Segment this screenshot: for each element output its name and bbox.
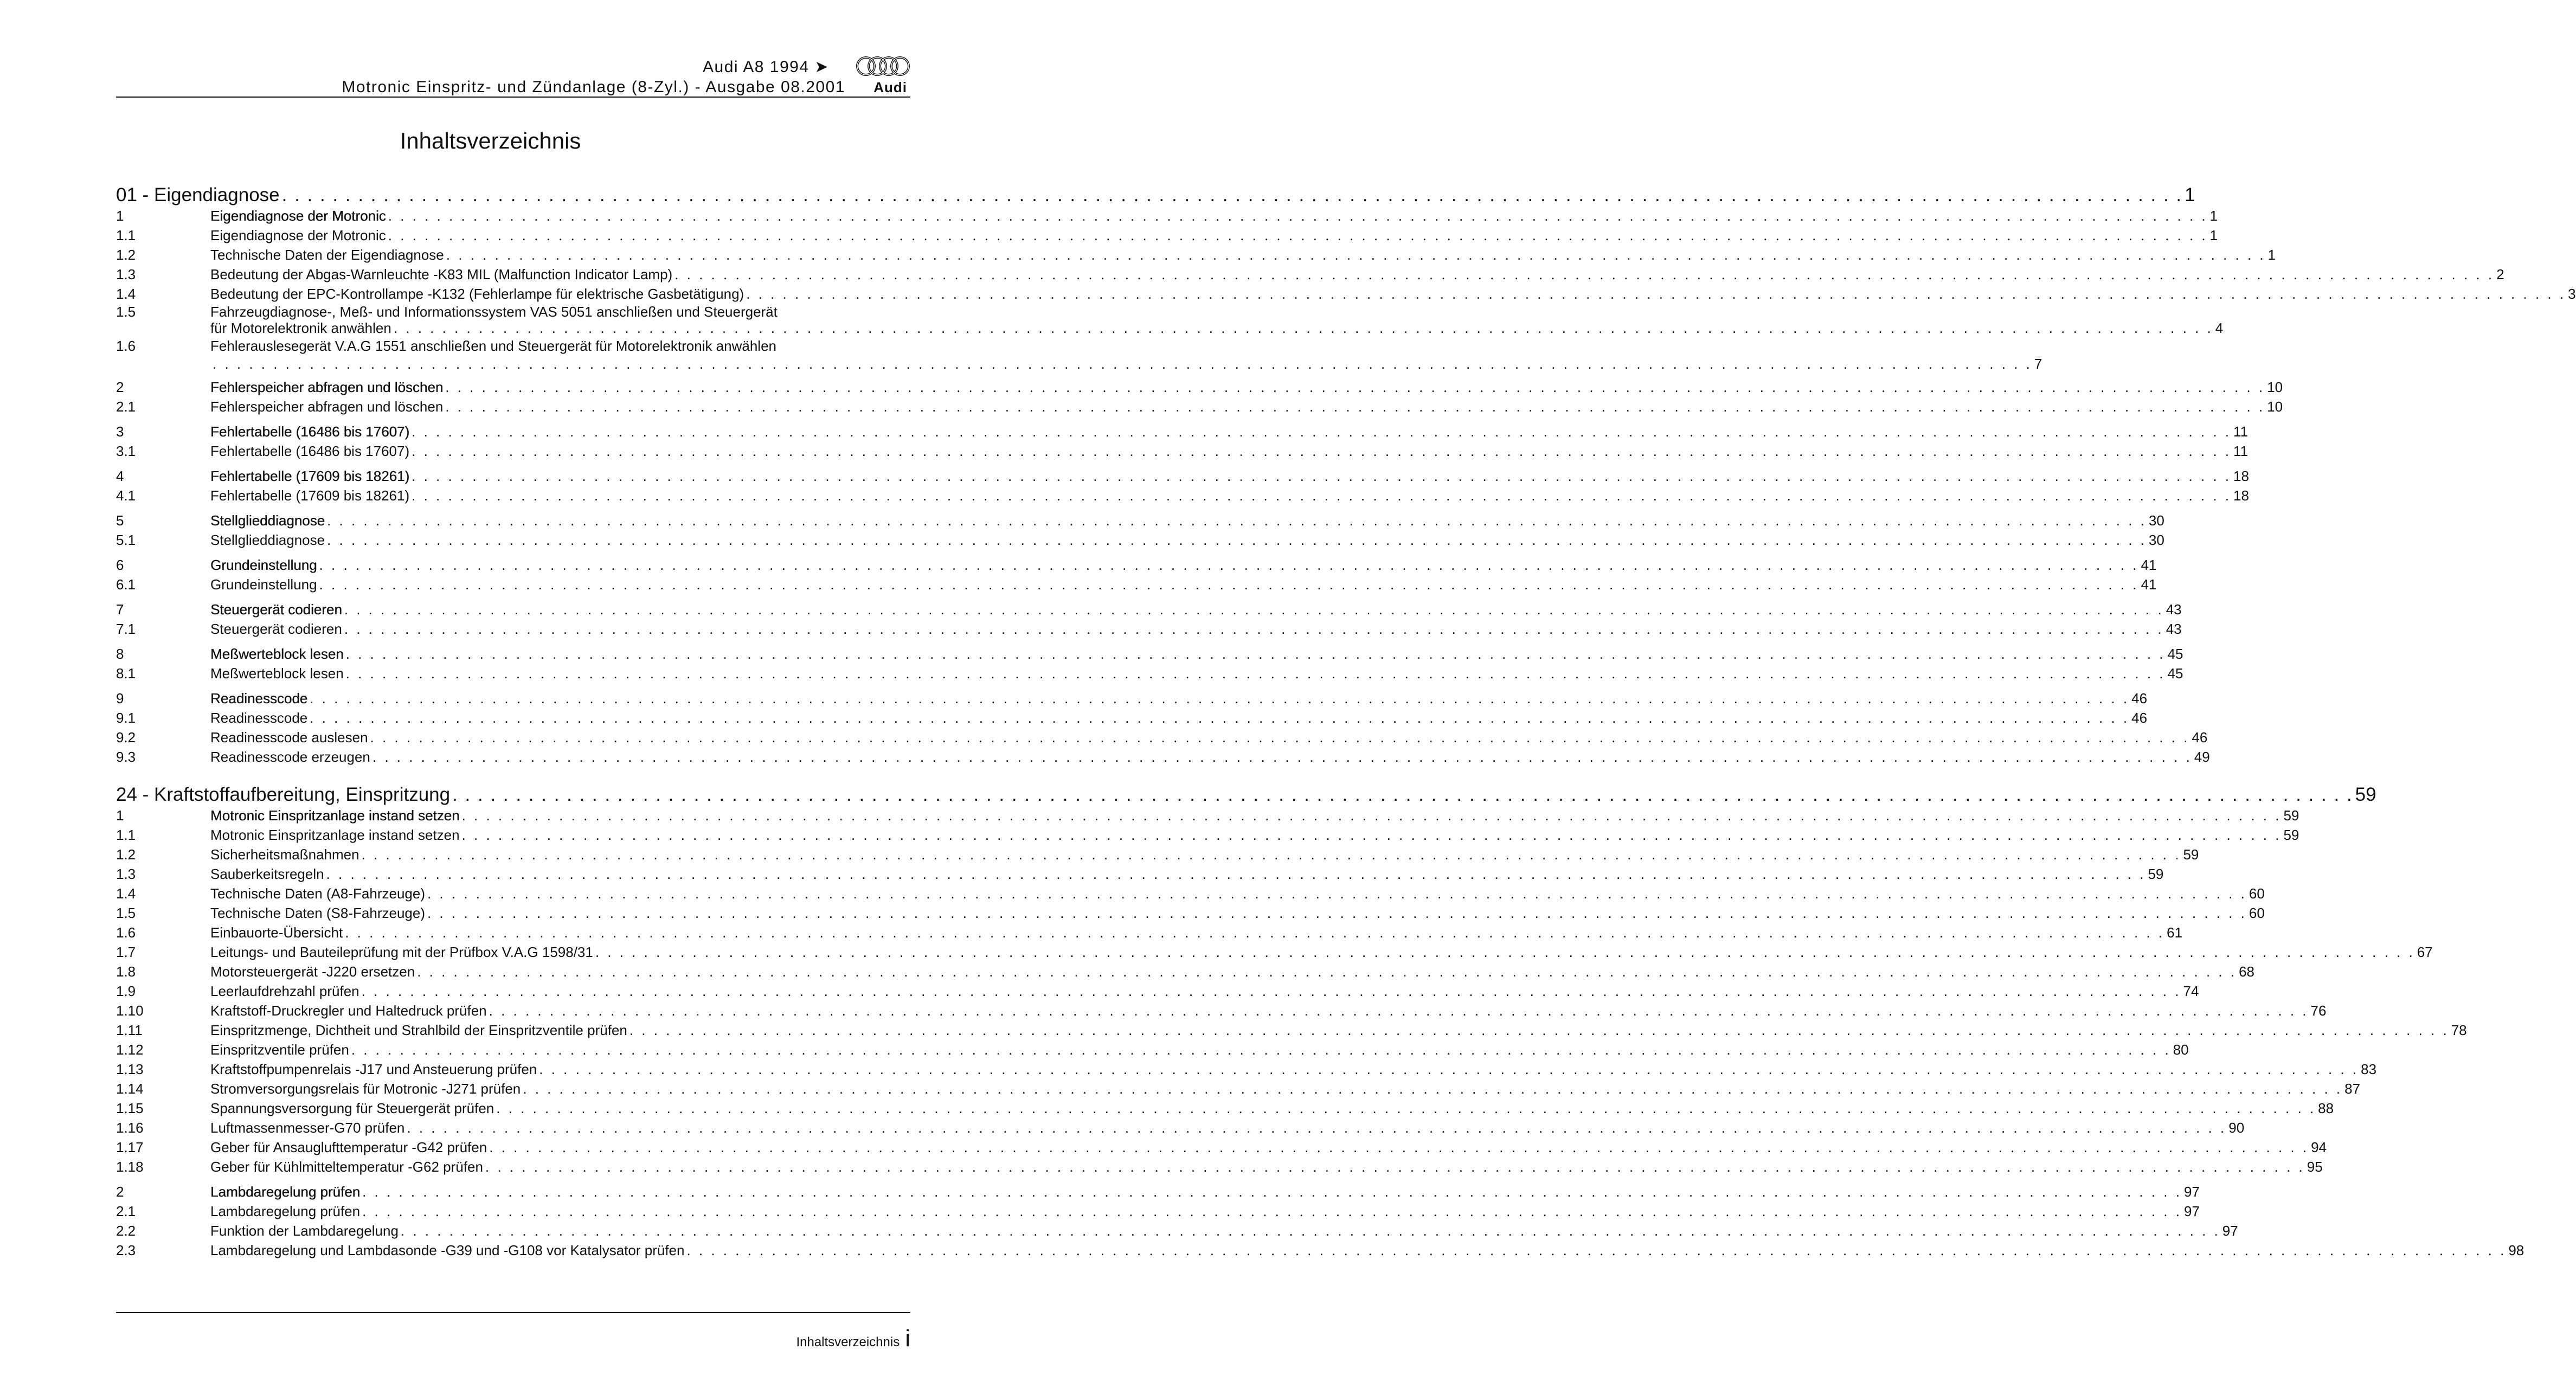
entry-title: Technische Daten (A8-Fahrzeuge) [210, 885, 425, 902]
leader-dots: . . . . . . . . . . . . . . . . . . . . . . . . . . . . . . . . . . . . . . . . . . . . . . . . . . . . . . . . . . . . . . . . . . . . . . . . . . . . . . . . . . . . . . . . . . . . . . . . . . . . . . . . . . . . . . . . . . . . . . . . . . . . . . . . . . . . . . . . . . . . . . . . . . . . . . [345, 924, 2165, 941]
entry-number: 1.8 [116, 963, 136, 980]
toc-entry[interactable] [116, 708, 2148, 728]
entry-number: 1.12 [116, 1042, 144, 1058]
entry-number: 4 [116, 468, 124, 484]
entry-number: 1.2 [116, 846, 136, 863]
entry-title: Luftmassenmesser-G70 prüfen [210, 1120, 405, 1136]
toc-entry-continuation [116, 320, 2224, 336]
table-of-contents [116, 179, 2576, 1260]
toc-entry[interactable] [116, 728, 2208, 747]
entry-title: Bedeutung der EPC-Kontrollampe -K132 (Fehlerlampe für elektrische Gasbetätigung) [210, 286, 744, 302]
entry-title: Readinesscode auslesen [210, 729, 368, 746]
entry-page: 76 [2310, 1003, 2327, 1019]
leader-dots: . . . . . . . . . . . . . . . . . . . . . . . . . . . . . . . . . . . . . . . . . . . . . . . . . . . . . . . . . . . . . . . . . . . . . . . . . . . . . . . . . . . . . . . . . . . . . . . . . . . . . . . . . . . . . . . . . . . . . . . . . . . . . . . . . . . . . . . . . . . . . . . . . . . . . . [344, 621, 2164, 637]
entry-page: 18 [2233, 487, 2249, 504]
entry-number: 2 [116, 1184, 124, 1200]
entry-number: 2.1 [116, 399, 136, 415]
entry-title: Leerlaufdrehzahl prüfen [210, 983, 359, 999]
leader-dots: . . . . . . . . . . . . . . . . . . . . . . . . . . . . . . . . . . . . . . . . . . . . . . . . . . . . . . . . . . . . . . . . . . . . . . . . . . . . . . . . . . . . . . . . . . . . . . . . . . . . . . . . . . . . . . . . . . . . . . . . . . . . . . . . . . . . . . . . . . . . . . . . . . . . . . [674, 266, 2495, 282]
entry-title: Kraftstoff-Druckregler und Haltedruck prüfen [210, 1003, 487, 1019]
entry-page: 10 [2267, 379, 2283, 395]
toc-section[interactable] [116, 806, 2299, 825]
entry-number: 2.1 [116, 1203, 136, 1219]
leader-dots: . . . . . . . . . . . . . . . . . . . . . . . . . . . . . . . . . . . . . . . . . . . . . . . . . . . . . . . . . . . . . . . . . . . . . . . . . . . . . . . . . . . . . . . . . . . . . . . . . . . . . . . . . . . . . . . . . . . . . . . . . . . . . . . . . . . . . . . . . . . . . . . . . . . . . . [746, 286, 2566, 302]
toc-entry[interactable] [116, 575, 2157, 594]
entry-page: 10 [2267, 399, 2283, 415]
entry-title: Grundeinstellung [210, 576, 317, 593]
entry-title: Readinesscode erzeugen [210, 749, 370, 765]
entry-page: 80 [2173, 1042, 2189, 1058]
leader-dots: . . . . . . . . . . . . . . . . . . . . . . . . . . . . . . . . . . . . . . . . . . . . . . . . . . . . . . . . . . . . . . . . . . . . . . . . . . . . . . . . . . . . . . . . . . . . . . . . . . . . . . . . . . . . . . . . . . . . . . . . . . . . . . . . . . . . . . . . . . . . . . . . . . . . . . [496, 1100, 2316, 1116]
toc-entry[interactable] [116, 1059, 2377, 1079]
entry-number: 6 [116, 557, 124, 573]
leader-dots: . . . . . . . . . . . . . . . . . . . . . . . . . . . . . . . . . . . . . . . . . . . . . . . . . . . . . . . . . . . . . . . . . . . . . . . . . . . . . . . . . . . . . . . . . . . . . . . . . . . . . . . . . . . . . . . . . . . . . . . . . . . . . . . . . . . . . . . . . . . . . . . . . . . . . . [485, 1159, 2305, 1175]
entry-page: 30 [2148, 512, 2164, 529]
leader-dots: . . . . . . . . . . . . . . . . . . . . . . . . . . . . . . . . . . . . . . . . . . . . . . . . . . . . . . . . . . . . . . . . . . . . . . . . . . . . . . . . . . . . . . . . . . . . . . . . . . . . . . . . . . . . . . . . . . . . . . . . . . . . . . . . . . . . . . . . . . . . . . . . . . . . . . [372, 749, 2192, 765]
entry-title: Steuergerät codieren [210, 621, 342, 637]
toc-entry[interactable] [116, 1241, 2524, 1260]
entry-title: Sicherheitsmaßnahmen [210, 846, 359, 863]
spacer [116, 639, 905, 644]
toc-entry[interactable] [116, 304, 905, 320]
entry-number: 8 [116, 646, 124, 662]
entry-page: 1 [2209, 208, 2218, 224]
logo-text: Audi [873, 79, 907, 95]
entry-page: 68 [2239, 963, 2254, 980]
entry-title: Grundeinstellung [210, 557, 317, 573]
toc-entry[interactable] [116, 1079, 2361, 1098]
toc-entry[interactable] [116, 226, 2218, 245]
toc-entry[interactable] [116, 619, 2182, 639]
toc-entry[interactable] [116, 884, 2265, 903]
entry-page: 45 [2167, 646, 2183, 662]
page-header [116, 54, 910, 98]
entry-page: 83 [2361, 1061, 2377, 1077]
entry-title: Leitungs- und Bauteileprüfung mit der Prüfbox V.A.G 1598/31 [210, 944, 593, 960]
entry-title: Lambdaregelung prüfen [210, 1184, 361, 1200]
entry-page: 1 [2209, 227, 2218, 243]
entry-title: Readinesscode [210, 710, 308, 726]
footer-page-number: i [905, 1325, 910, 1352]
entry-page: 74 [2183, 983, 2199, 999]
entry-page: 95 [2307, 1159, 2323, 1175]
entry-title: Sauberkeitsregeln [210, 866, 324, 882]
toc-section[interactable] [116, 206, 2218, 226]
entry-title: Stellglieddiagnose [210, 532, 325, 548]
footer-rule [116, 1312, 910, 1313]
entry-page: 90 [2228, 1120, 2245, 1136]
entry-page: 2 [2496, 266, 2504, 282]
entry-number: 1.18 [116, 1159, 144, 1175]
toc-entry[interactable] [116, 245, 2276, 265]
spacer [116, 372, 905, 377]
leader-dots: . . . . . . . . . . . . . . . . . . . . . . . . . . . . . . . . . . . . . . . . . . . . . . . . . . . . . . . . . . . . . . . . . . . . . . . . . . . . . . . . . . . . . . . . . . . . . . . . . . . . . . . . . . . . . . . . . . . . . . . . . . . . . . . . . . . . . . . . . . . . . . . . . . . . . . [213, 356, 2032, 372]
entry-number: 3.1 [116, 443, 136, 459]
spacer [116, 683, 905, 689]
spacer [116, 505, 905, 511]
audi-logo-icon [855, 54, 910, 98]
entry-number: 2 [116, 379, 124, 395]
leader-dots: . . . . . . . . . . . . . . . . . . . . . . . . . . . . . . . . . . . . . . . . . . . . . . . . . . . . . . . . . . . . . . . . . . . . . . . . . . . . . . . . . . . . . . . . . . . . . . . . . . . . . . . . . . . . . . . . . . . . . . . . . . . . . . . . . . . . . . . . . . . . . . . . . . . . . . [412, 443, 2232, 459]
leader-dots: . . . . . . . . . . . . . . . . . . . . . . . . . . . . . . . . . . . . . . . . . . . . . . . . . . . . . . . . . . . . . . . . . . . . . . . . . . . . . . . . . . . . . . . . . . . . . . . . . . . . . . . . . . . . . . . . . . . . . . . . . . . . . . . . . . . . . . . . . . . . . . . . . . . . . . [412, 468, 2232, 484]
entry-number: 5 [116, 512, 124, 529]
entry-title: Fehlerauslesegerät V.A.G 1551 anschließen und Steuergerät für Motorelektronik anwählen [210, 338, 776, 354]
entry-number: 7 [116, 601, 124, 618]
entry-number: 1.16 [116, 1120, 144, 1136]
entry-number: 1.10 [116, 1003, 144, 1019]
toc-section[interactable] [116, 511, 2164, 530]
entry-title: Einspritzmenge, Dichtheit und Strahlbild der Einspritzventile prüfen [210, 1022, 627, 1038]
toc-entry[interactable] [116, 942, 2433, 962]
entry-title: Spannungsversorgung für Steuergerät prüfen [210, 1100, 494, 1116]
entry-number: 1.17 [116, 1139, 144, 1155]
entry-title: Steuergerät codieren [210, 601, 342, 618]
toc-entry[interactable] [116, 747, 2210, 767]
leader-dots: . . . . . . . . . . . . . . . . . . . . . . . . . . . . . . . . . . . . . . . . . . . . . . . . . . . . . . . . . . . . . . . . . . . . . . . . . . . . . . . . . . . . . . . . . . . . . . . . . . . . . . . . . . . . . . . . . . . . . . . . . . . . . . . . . . . . . . . . . . . . . . . . . . . . . . [452, 784, 2353, 805]
entry-number: 1.4 [116, 286, 136, 302]
entry-number: 2.3 [116, 1242, 136, 1258]
entry-page: 46 [2192, 729, 2208, 746]
leader-dots: . . . . . . . . . . . . . . . . . . . . . . . . . . . . . . . . . . . . . . . . . . . . . . . . . . . . . . . . . . . . . . . . . . . . . . . . . . . . . . . . . . . . . . . . . . . . . . . . . . . . . . . . . . . . . . . . . . . . . . . . . . . . . . . . . . . . . . . . . . . . . . . . . . . . . . [361, 846, 2181, 863]
spacer [116, 767, 905, 779]
entry-page: 4 [2215, 320, 2224, 336]
entry-page: 78 [2451, 1022, 2467, 1038]
header-model: Audi A8 1994 ➤ [703, 58, 829, 76]
entry-title: Eigendiagnose der Motronic [210, 227, 386, 243]
toc-section[interactable] [116, 422, 2249, 441]
entry-page: 41 [2141, 557, 2157, 573]
entry-title-continued: für Motorelektronik anwählen [210, 320, 391, 336]
toc-entry-continuation [116, 356, 2042, 372]
toc-section[interactable] [116, 466, 2249, 486]
entry-number: 1.15 [116, 1100, 144, 1116]
toc-chapter[interactable] [116, 179, 2195, 206]
page-title: Inhaltsverzeichnis [400, 128, 581, 153]
entry-title: Geber für Kühlmitteltemperatur -G62 prüfen [210, 1159, 483, 1175]
leader-dots: . . . . . . . . . . . . . . . . . . . . . . . . . . . . . . . . . . . . . . . . . . . . . . . . . . . . . . . . . . . . . . . . . . . . . . . . . . . . . . . . . . . . . . . . . . . . . . . . . . . . . . . . . . . . . . . . . . . . . . . . . . . . . . . . . . . . . . . . . . . . . . . . . . . . . . [327, 532, 2147, 548]
entry-number: 1.6 [116, 924, 136, 941]
entry-page: 98 [2508, 1242, 2524, 1258]
entry-page: 3 [2568, 286, 2576, 302]
entry-number: 8.1 [116, 665, 136, 682]
entry-page: 43 [2166, 621, 2182, 637]
toc-entry[interactable] [116, 284, 2576, 304]
entry-title: Meßwerteblock lesen [210, 646, 344, 662]
leader-dots: . . . . . . . . . . . . . . . . . . . . . . . . . . . . . . . . . . . . . . . . . . . . . . . . . . . . . . . . . . . . . . . . . . . . . . . . . . . . . . . . . . . . . . . . . . . . . . . . . . . . . . . . . . . . . . . . . . . . . . . . . . . . . . . . . . . . . . . . . . . . . . . . . . . . . . [412, 487, 2232, 504]
entry-title: Fehlerspeicher abfragen und löschen [210, 399, 444, 415]
leader-dots: . . . . . . . . . . . . . . . . . . . . . . . . . . . . . . . . . . . . . . . . . . . . . . . . . . . . . . . . . . . . . . . . . . . . . . . . . . . . . . . . . . . . . . . . . . . . . . . . . . . . . . . . . . . . . . . . . . . . . . . . . . . . . . . . . . . . . . . . . . . . . . . . . . . . . . [370, 729, 2190, 746]
entry-number: 1.11 [116, 1022, 143, 1038]
leader-dots: . . . . . . . . . . . . . . . . . . . . . . . . . . . . . . . . . . . . . . . . . . . . . . . . . . . . . . . . . . . . . . . . . . . . . . . . . . . . . . . . . . . . . . . . . . . . . . . . . . . . . . . . . . . . . . . . . . . . . . . . . . . . . . . . . . . . . . . . . . . . . . . . . . . . . . [686, 1242, 2507, 1258]
leader-dots: . . . . . . . . . . . . . . . . . . . . . . . . . . . . . . . . . . . . . . . . . . . . . . . . . . . . . . . . . . . . . . . . . . . . . . . . . . . . . . . . . . . . . . . . . . . . . . . . . . . . . . . . . . . . . . . . . . . . . . . . . . . . . . . . . . . . . . . . . . . . . . . . . . . . . . [351, 1042, 2171, 1058]
chapter-title: 24 - Kraftstoffaufbereitung, Einspritzung [116, 784, 451, 805]
entry-number: 1.4 [116, 885, 136, 902]
entry-page: 59 [2283, 807, 2299, 824]
leader-dots: . . . . . . . . . . . . . . . . . . . . . . . . . . . . . . . . . . . . . . . . . . . . . . . . . . . . . . . . . . . . . . . . . . . . . . . . . . . . . . . . . . . . . . . . . . . . . . . . . . . . . . . . . . . . . . . . . . . . . . . . . . . . . . . . . . . . . . . . . . . . . . . . . . . . . . [327, 512, 2147, 529]
entry-page: 41 [2141, 576, 2157, 593]
leader-dots: . . . . . . . . . . . . . . . . . . . . . . . . . . . . . . . . . . . . . . . . . . . . . . . . . . . . . . . . . . . . . . . . . . . . . . . . . . . . . . . . . . . . . . . . . . . . . . . . . . . . . . . . . . . . . . . . . . . . . . . . . . . . . . . . . . . . . . . . . . . . . . . . . . . . . . [388, 227, 2208, 243]
entry-number: 1.2 [116, 247, 136, 263]
entry-number: 3 [116, 423, 124, 440]
entry-title: Stromversorgungsrelais für Motronic -J271 prüfen [210, 1081, 521, 1097]
toc-section[interactable] [116, 377, 2283, 397]
entry-page: 11 [2233, 443, 2249, 459]
toc-entry[interactable] [116, 864, 2164, 884]
toc-entry[interactable] [116, 1020, 2467, 1040]
entry-title: Einbauorte-Übersicht [210, 924, 343, 941]
entry-number: 1.3 [116, 866, 136, 882]
leader-dots: . . . . . . . . . . . . . . . . . . . . . . . . . . . . . . . . . . . . . . . . . . . . . . . . . . . . . . . . . . . . . . . . . . . . . . . . . . . . . . . . . . . . . . . . . . . . . . . . . . . . . . . . . . . . . . . . . . . . . . . . . . . . . . . . . . . . . . . . . . . . . . . . . . . . . . [629, 1022, 2449, 1038]
toc-chapter[interactable] [116, 779, 2376, 806]
toc-section[interactable] [116, 555, 2157, 575]
entry-number: 9.1 [116, 710, 136, 726]
toc-section[interactable] [116, 689, 2148, 708]
entry-page: 45 [2167, 665, 2183, 682]
entry-title: Lambdaregelung und Lambdasonde -G39 und -G108 vor Katalysator prüfen [210, 1242, 685, 1258]
leader-dots: . . . . . . . . . . . . . . . . . . . . . . . . . . . . . . . . . . . . . . . . . . . . . . . . . . . . . . . . . . . . . . . . . . . . . . . . . . . . . . . . . . . . . . . . . . . . . . . . . . . . . . . . . . . . . . . . . . . . . . . . . . . . . . . . . . . . . . . . . . . . . . . . . . . . . . [523, 1081, 2343, 1097]
toc-entry[interactable] [116, 530, 2164, 550]
leader-dots: . . . . . . . . . . . . . . . . . . . . . . . . . . . . . . . . . . . . . . . . . . . . . . . . . . . . . . . . . . . . . . . . . . . . . . . . . . . . . . . . . . . . . . . . . . . . . . . . . . . . . . . . . . . . . . . . . . . . . . . . . . . . . . . . . . . . . . . . . . . . . . . . . . . . . . [427, 885, 2247, 902]
spacer [116, 1177, 905, 1182]
leader-dots: . . . . . . . . . . . . . . . . . . . . . . . . . . . . . . . . . . . . . . . . . . . . . . . . . . . . . . . . . . . . . . . . . . . . . . . . . . . . . . . . . . . . . . . . . . . . . . . . . . . . . . . . . . . . . . . . . . . . . . . . . . . . . . . . . . . . . . . . . . . . . . . . . . . . . . [427, 905, 2247, 921]
leader-dots: . . . . . . . . . . . . . . . . . . . . . . . . . . . . . . . . . . . . . . . . . . . . . . . . . . . . . . . . . . . . . . . . . . . . . . . . . . . . . . . . . . . . . . . . . . . . . . . . . . . . . . . . . . . . . . . . . . . . . . . . . . . . . . . . . . . . . . . . . . . . . . . . . . . . . . [362, 1203, 2182, 1219]
entry-page: 46 [2131, 710, 2148, 726]
entry-page: 94 [2311, 1139, 2327, 1155]
leader-dots: . . . . . . . . . . . . . . . . . . . . . . . . . . . . . . . . . . . . . . . . . . . . . . . . . . . . . . . . . . . . . . . . . . . . . . . . . . . . . . . . . . . . . . . . . . . . . . . . . . . . . . . . . . . . . . . . . . . . . . . . . . . . . . . . . . . . . . . . . . . . . . . . . . . . . . [393, 320, 2213, 336]
toc-entry[interactable] [116, 1138, 2327, 1157]
entry-title: Motorsteuergerät -J220 ersetzen [210, 963, 415, 980]
entry-page: 67 [2417, 944, 2433, 960]
entry-title: Fehlertabelle (16486 bis 17607) [210, 423, 410, 440]
toc-section[interactable] [116, 600, 2182, 619]
entry-page: 1 [2267, 247, 2276, 263]
entry-title: Technische Daten (S8-Fahrzeuge) [210, 905, 425, 921]
leader-dots: . . . . . . . . . . . . . . . . . . . . . . . . . . . . . . . . . . . . . . . . . . . . . . . . . . . . . . . . . . . . . . . . . . . . . . . . . . . . . . . . . . . . . . . . . . . . . . . . . . . . . . . . . . . . . . . . . . . . . . . . . . . . . . . . . . . . . . . . . . . . . . . . . . . . . . [445, 399, 2265, 415]
toc-entry[interactable] [116, 1118, 2245, 1138]
toc-entry[interactable] [116, 486, 2249, 505]
header-rule [116, 97, 910, 98]
entry-title: Geber für Ansauglufttemperatur -G42 prüfen [210, 1139, 487, 1155]
entry-title: Fahrzeugdiagnose-, Meß- und Informationssystem VAS 5051 anschließen und Steuergerät [210, 304, 778, 320]
toc-entry[interactable] [116, 903, 2265, 923]
entry-title: Bedeutung der Abgas-Warnleuchte -K83 MIL (Malfunction Indicator Lamp) [210, 266, 673, 282]
toc-entry[interactable] [116, 1001, 2327, 1020]
toc-entry[interactable] [116, 265, 2504, 284]
leader-dots: . . . . . . . . . . . . . . . . . . . . . . . . . . . . . . . . . . . . . . . . . . . . . . . . . . . . . . . . . . . . . . . . . . . . . . . . . . . . . . . . . . . . . . . . . . . . . . . . . . . . . . . . . . . . . . . . . . . . . . . . . . . . . . . . . . . . . . . . . . . . . . . . . . . . . . [388, 208, 2208, 224]
entry-title: Fehlertabelle (17609 bis 18261) [210, 468, 410, 484]
entry-page: 59 [2183, 846, 2199, 863]
toc-entry[interactable] [116, 664, 2183, 683]
leader-dots: . . . . . . . . . . . . . . . . . . . . . . . . . . . . . . . . . . . . . . . . . . . . . . . . . . . . . . . . . . . . . . . . . . . . . . . . . . . . . . . . . . . . . . . . . . . . . . . . . . . . . . . . . . . . . . . . . . . . . . . . . . . . . . . . . . . . . . . . . . . . . . . . . . . . . . [319, 557, 2139, 573]
leader-dots: . . . . . . . . . . . . . . . . . . . . . . . . . . . . . . . . . . . . . . . . . . . . . . . . . . . . . . . . . . . . . . . . . . . . . . . . . . . . . . . . . . . . . . . . . . . . . . . . . . . . . . . . . . . . . . . . . . . . . . . . . . . . . . . . . . . . . . . . . . . . . . . . . . . . . . [400, 1223, 2220, 1239]
entry-number: 1.3 [116, 266, 136, 282]
entry-number: 9.2 [116, 729, 136, 746]
entry-number: 9 [116, 690, 124, 706]
chapter-title: 01 - Eigendiagnose [116, 184, 280, 205]
entry-number: 1.1 [116, 227, 136, 243]
entry-number: 1 [116, 807, 124, 824]
entry-number: 4.1 [116, 487, 136, 504]
leader-dots: . . . . . . . . . . . . . . . . . . . . . . . . . . . . . . . . . . . . . . . . . . . . . . . . . . . . . . . . . . . . . . . . . . . . . . . . . . . . . . . . . . . . . . . . . . . . . . . . . . . . . . . . . . . . . . . . . . . . . . . . . . . . . . . . . . . . . . . . . . . . . . . . . . . . . . [407, 1120, 2227, 1136]
chapter-page: 59 [2355, 784, 2376, 805]
leader-dots: . . . . . . . . . . . . . . . . . . . . . . . . . . . . . . . . . . . . . . . . . . . . . . . . . . . . . . . . . . . . . . . . . . . . . . . . . . . . . . . . . . . . . . . . . . . . . . . . . . . . . . . . . . . . . . . . . . . . . . . . . . . . . . . . . . . . . . . . . . . . . . . . . . . . . . [489, 1139, 2309, 1155]
leader-dots: . . . . . . . . . . . . . . . . . . . . . . . . . . . . . . . . . . . . . . . . . . . . . . . . . . . . . . . . . . . . . . . . . . . . . . . . . . . . . . . . . . . . . . . . . . . . . . . . . . . . . . . . . . . . . . . . . . . . . . . . . . . . . . . . . . . . . . . . . . . . . . . . . . . . . . [345, 665, 2166, 682]
page-footer [796, 1325, 910, 1352]
entry-number: 5.1 [116, 532, 136, 548]
leader-dots: . . . . . . . . . . . . . . . . . . . . . . . . . . . . . . . . . . . . . . . . . . . . . . . . . . . . . . . . . . . . . . . . . . . . . . . . . . . . . . . . . . . . . . . . . . . . . . . . . . . . . . . . . . . . . . . . . . . . . . . . . . . . . . . . . . . . . . . . . . . . . . . . . . . . . . [417, 963, 2237, 980]
toc-entry[interactable] [116, 825, 2299, 845]
footer-label: Inhaltsverzeichnis [796, 1335, 900, 1350]
entry-title: Eigendiagnose der Motronic [210, 208, 386, 224]
entry-page: 59 [2148, 866, 2164, 882]
entry-title: Fehlerspeicher abfragen und löschen [210, 379, 444, 395]
entry-page: 18 [2233, 468, 2249, 484]
toc-section[interactable] [116, 1182, 2200, 1201]
entry-title: Technische Daten der Eigendiagnose [210, 247, 444, 263]
toc-section[interactable] [116, 644, 2183, 664]
toc-entry[interactable] [116, 962, 2254, 981]
entry-page: 60 [2249, 885, 2265, 902]
entry-page: 49 [2194, 749, 2210, 765]
entry-number: 1.7 [116, 944, 136, 960]
entry-page: 61 [2167, 924, 2183, 941]
entry-page: 87 [2344, 1081, 2361, 1097]
leader-dots: . . . . . . . . . . . . . . . . . . . . . . . . . . . . . . . . . . . . . . . . . . . . . . . . . . . . . . . . . . . . . . . . . . . . . . . . . . . . . . . . . . . . . . . . . . . . . . . . . . . . . . . . . . . . . . . . . . . . . . . . . . . . . . . . . . . . . . . . . . . . . . . . . . . . . . [595, 944, 2415, 960]
toc-entry[interactable] [116, 923, 2183, 942]
entry-number: 6.1 [116, 576, 136, 593]
entry-page: 59 [2283, 827, 2299, 843]
entry-title: Fehlertabelle (16486 bis 17607) [210, 443, 410, 459]
toc-entry[interactable] [116, 397, 2283, 416]
entry-number: 7.1 [116, 621, 136, 637]
entry-title: Einspritzventile prüfen [210, 1042, 349, 1058]
entry-title: Fehlertabelle (17609 bis 18261) [210, 487, 410, 504]
leader-dots: . . . . . . . . . . . . . . . . . . . . . . . . . . . . . . . . . . . . . . . . . . . . . . . . . . . . . . . . . . . . . . . . . . . . . . . . . . . . . . . . . . . . . . . . . . . . . . . . . . . . . . . . . . . . . . . . . . . . . . . . . . . . . . . . . . . . . . . . . . . . . . . . . . . . . . [461, 827, 2282, 843]
spacer [116, 594, 905, 600]
spacer [116, 461, 905, 466]
entry-page: 30 [2148, 532, 2164, 548]
entry-page: 97 [2183, 1184, 2200, 1200]
toc-entry[interactable] [116, 1221, 2238, 1241]
toc-entry[interactable] [116, 1201, 2200, 1221]
toc-entry[interactable] [116, 441, 2249, 461]
entry-number: 1 [116, 208, 124, 224]
leader-dots: . . . . . . . . . . . . . . . . . . . . . . . . . . . . . . . . . . . . . . . . . . . . . . . . . . . . . . . . . . . . . . . . . . . . . . . . . . . . . . . . . . . . . . . . . . . . . . . . . . . . . . . . . . . . . . . . . . . . . . . . . . . . . . . . . . . . . . . . . . . . . . . . . . . . . . [310, 710, 2130, 726]
entry-page: 46 [2131, 690, 2148, 706]
leader-dots: . . . . . . . . . . . . . . . . . . . . . . . . . . . . . . . . . . . . . . . . . . . . . . . . . . . . . . . . . . . . . . . . . . . . . . . . . . . . . . . . . . . . . . . . . . . . . . . . . . . . . . . . . . . . . . . . . . . . . . . . . . . . . . . . . . . . . . . . . . . . . . . . . . . . . . [412, 423, 2232, 440]
entry-number: 1.13 [116, 1061, 144, 1077]
entry-number: 2.2 [116, 1223, 136, 1239]
entry-title: Motronic Einspritzanlage instand setzen [210, 807, 460, 824]
toc-entry[interactable] [116, 981, 2199, 1001]
entry-title: Kraftstoffpumpenrelais -J17 und Ansteuerung prüfen [210, 1061, 537, 1077]
leader-dots: . . . . . . . . . . . . . . . . . . . . . . . . . . . . . . . . . . . . . . . . . . . . . . . . . . . . . . . . . . . . . . . . . . . . . . . . . . . . . . . . . . . . . . . . . . . . . . . . . . . . . . . . . . . . . . . . . . . . . . . . . . . . . . . . . . . . . . . . . . . . . . . . . . . . . . [319, 576, 2139, 593]
entry-page: 7 [2034, 356, 2042, 372]
toc-entry[interactable] [116, 336, 905, 356]
entry-page: 43 [2166, 601, 2182, 618]
entry-page: 11 [2233, 423, 2249, 440]
leader-dots: . . . . . . . . . . . . . . . . . . . . . . . . . . . . . . . . . . . . . . . . . . . . . . . . . . . . . . . . . . . . . . . . . . . . . . . . . . . . . . . . . . . . . . . . . . . . . . . . . . . . . . . . . . . . . . . . . . . . . . . . . . . . . . . . . . . . . . . . . . . . . . . . . . . . . . [539, 1061, 2359, 1077]
entry-page: 97 [2183, 1203, 2200, 1219]
leader-dots: . . . . . . . . . . . . . . . . . . . . . . . . . . . . . . . . . . . . . . . . . . . . . . . . . . . . . . . . . . . . . . . . . . . . . . . . . . . . . . . . . . . . . . . . . . . . . . . . . . . . . . . . . . . . . . . . . . . . . . . . . . . . . . . . . . . . . . . . . . . . . . . . . . . . . . [445, 379, 2265, 395]
leader-dots: . . . . . . . . . . . . . . . . . . . . . . . . . . . . . . . . . . . . . . . . . . . . . . . . . . . . . . . . . . . . . . . . . . . . . . . . . . . . . . . . . . . . . . . . . . . . . . . . . . . . . . . . . . . . . . . . . . . . . . . . . . . . . . . . . . . . . . . . . . . . . . . . . . . . . . [446, 247, 2266, 263]
entry-number: 1.9 [116, 983, 136, 999]
toc-entry[interactable] [116, 1098, 2334, 1118]
header-subtitle: Motronic Einspritz- und Zündanlage (8-Zyl.) - Ausgabe 08.2001 [342, 78, 845, 96]
leader-dots: . . . . . . . . . . . . . . . . . . . . . . . . . . . . . . . . . . . . . . . . . . . . . . . . . . . . . . . . . . . . . . . . . . . . . . . . . . . . . . . . . . . . . . . . . . . . . . . . . . . . . . . . . . . . . . . . . . . . . . . . . . . . . . . . . . . . . . . . . . . . . . . . . . . . . . [361, 983, 2181, 999]
toc-entry[interactable] [116, 1157, 2323, 1177]
leader-dots: . . . . . . . . . . . . . . . . . . . . . . . . . . . . . . . . . . . . . . . . . . . . . . . . . . . . . . . . . . . . . . . . . . . . . . . . . . . . . . . . . . . . . . . . . . . . . . . . . . . . . . . . . . . . . . . . . . . . . . . . . . . . . . . . . . . . . . . . . . . . . . . . . . . . . . [281, 184, 2183, 205]
leader-dots: . . . . . . . . . . . . . . . . . . . . . . . . . . . . . . . . . . . . . . . . . . . . . . . . . . . . . . . . . . . . . . . . . . . . . . . . . . . . . . . . . . . . . . . . . . . . . . . . . . . . . . . . . . . . . . . . . . . . . . . . . . . . . . . . . . . . . . . . . . . . . . . . . . . . . . [345, 646, 2166, 662]
spacer [116, 550, 905, 555]
entry-number: 9.3 [116, 749, 136, 765]
entry-title: Motronic Einspritzanlage instand setzen [210, 827, 460, 843]
entry-title: Meßwerteblock lesen [210, 665, 344, 682]
entry-title: Lambdaregelung prüfen [210, 1203, 361, 1219]
entry-page: 60 [2249, 905, 2265, 921]
entry-number: 1.5 [116, 905, 136, 921]
toc-entry[interactable] [116, 1040, 2189, 1059]
entry-page: 97 [2222, 1223, 2238, 1239]
entry-title: Stellglieddiagnose [210, 512, 325, 529]
entry-number: 1.1 [116, 827, 136, 843]
entry-number: 1.14 [116, 1081, 144, 1097]
entry-title: Readinesscode [210, 690, 308, 706]
leader-dots: . . . . . . . . . . . . . . . . . . . . . . . . . . . . . . . . . . . . . . . . . . . . . . . . . . . . . . . . . . . . . . . . . . . . . . . . . . . . . . . . . . . . . . . . . . . . . . . . . . . . . . . . . . . . . . . . . . . . . . . . . . . . . . . . . . . . . . . . . . . . . . . . . . . . . . [461, 807, 2282, 824]
entry-page: 88 [2318, 1100, 2334, 1116]
entry-number: 1.5 [116, 304, 136, 320]
entry-title: Funktion der Lambdaregelung [210, 1223, 399, 1239]
leader-dots: . . . . . . . . . . . . . . . . . . . . . . . . . . . . . . . . . . . . . . . . . . . . . . . . . . . . . . . . . . . . . . . . . . . . . . . . . . . . . . . . . . . . . . . . . . . . . . . . . . . . . . . . . . . . . . . . . . . . . . . . . . . . . . . . . . . . . . . . . . . . . . . . . . . . . . [326, 866, 2146, 882]
chapter-page: 1 [2185, 184, 2195, 205]
entry-number: 1.6 [116, 338, 136, 354]
leader-dots: . . . . . . . . . . . . . . . . . . . . . . . . . . . . . . . . . . . . . . . . . . . . . . . . . . . . . . . . . . . . . . . . . . . . . . . . . . . . . . . . . . . . . . . . . . . . . . . . . . . . . . . . . . . . . . . . . . . . . . . . . . . . . . . . . . . . . . . . . . . . . . . . . . . . . . [362, 1184, 2182, 1200]
leader-dots: . . . . . . . . . . . . . . . . . . . . . . . . . . . . . . . . . . . . . . . . . . . . . . . . . . . . . . . . . . . . . . . . . . . . . . . . . . . . . . . . . . . . . . . . . . . . . . . . . . . . . . . . . . . . . . . . . . . . . . . . . . . . . . . . . . . . . . . . . . . . . . . . . . . . . . [344, 601, 2164, 618]
leader-dots: . . . . . . . . . . . . . . . . . . . . . . . . . . . . . . . . . . . . . . . . . . . . . . . . . . . . . . . . . . . . . . . . . . . . . . . . . . . . . . . . . . . . . . . . . . . . . . . . . . . . . . . . . . . . . . . . . . . . . . . . . . . . . . . . . . . . . . . . . . . . . . . . . . . . . . [489, 1003, 2309, 1019]
toc-entry[interactable] [116, 845, 2199, 864]
leader-dots: . . . . . . . . . . . . . . . . . . . . . . . . . . . . . . . . . . . . . . . . . . . . . . . . . . . . . . . . . . . . . . . . . . . . . . . . . . . . . . . . . . . . . . . . . . . . . . . . . . . . . . . . . . . . . . . . . . . . . . . . . . . . . . . . . . . . . . . . . . . . . . . . . . . . . . [310, 690, 2130, 706]
spacer [116, 416, 905, 422]
